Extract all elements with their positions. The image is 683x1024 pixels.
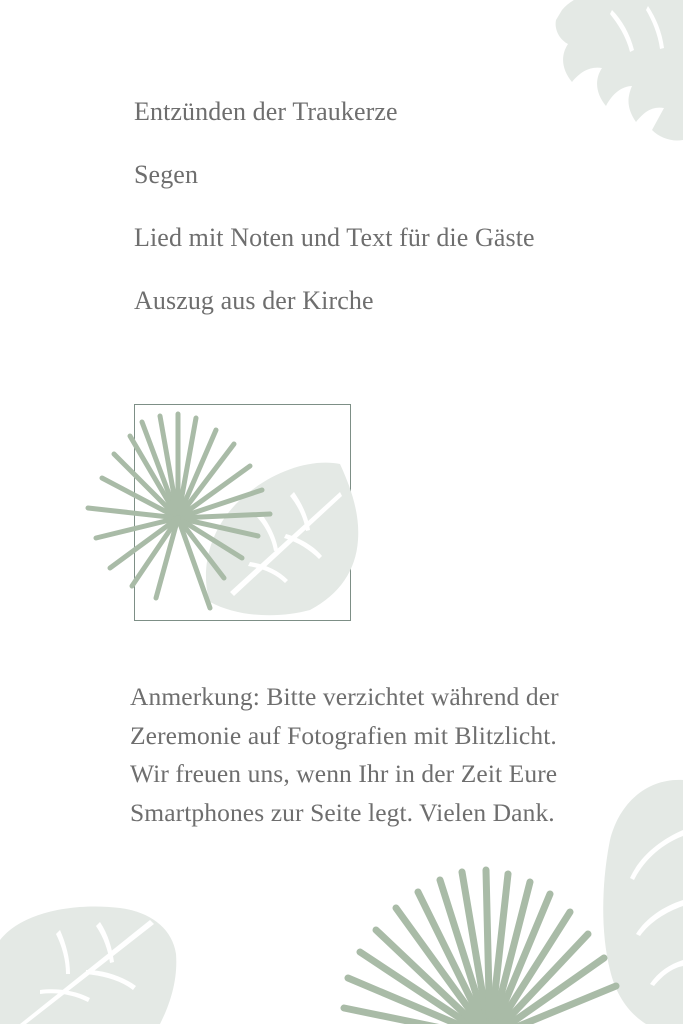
note-line: Zeremonie auf Fotografien mit Blitzlicht.	[130, 720, 557, 750]
note-line: Anmerkung: Bitte verzichtet während der	[130, 682, 559, 711]
program-item-lied: Lied mit Noten und Text für die Gäste	[134, 223, 535, 252]
note-line: Smartphones zur Seite legt. Vielen Dank.	[130, 797, 555, 827]
monstera-leaf-icon	[0, 900, 180, 1024]
palm-leaf-icon	[340, 868, 630, 1024]
note-line: Wir freuen uns, wenn Ihr in der Zeit Eure	[130, 759, 558, 788]
note-paragraph	[130, 678, 600, 832]
program-item-auszug: Auszug aus der Kirche	[134, 286, 374, 315]
program-list	[134, 96, 535, 348]
program-item-segen: Segen	[134, 160, 199, 189]
palm-leaf-icon	[82, 408, 282, 618]
program-item-traukerze: Entzünden der Traukerze	[134, 97, 398, 126]
monstera-leaf-icon	[552, 0, 683, 150]
